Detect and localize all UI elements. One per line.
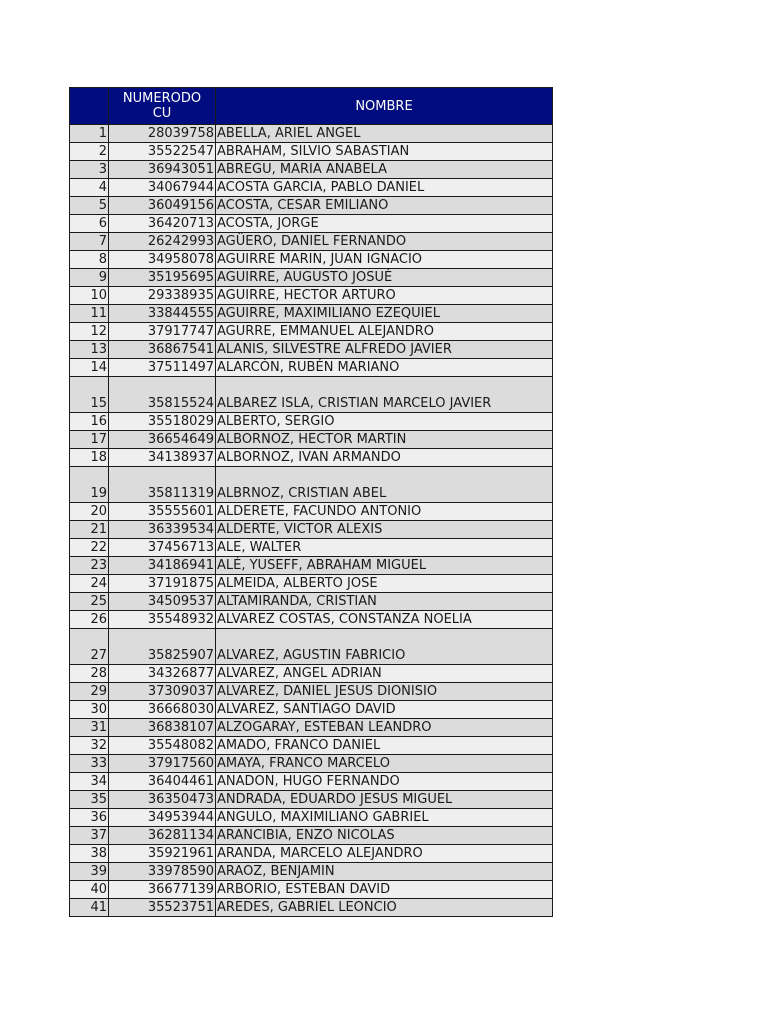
table-row: [70, 287, 553, 305]
name-cell: ACOSTA, CESAR EMILIANO: [216, 197, 553, 215]
name-cell: AGUIRRE MARIN, JUAN IGNACIO: [216, 251, 553, 269]
code-cell: 35523751: [109, 899, 216, 917]
name-cell: ANGULO, MAXIMILIANO GABRIEL: [216, 809, 553, 827]
name-cell: AGURRE, EMMANUEL ALEJANDRO: [216, 323, 553, 341]
row-number-cell: 26: [70, 611, 109, 629]
code-cell: 36281134: [109, 827, 216, 845]
row-number-cell: 5: [70, 197, 109, 215]
table-row: [70, 161, 553, 179]
row-number-cell: 29: [70, 683, 109, 701]
name-cell: ABELLA, ARIEL ANGEL: [216, 125, 553, 143]
code-cell: 34326877: [109, 665, 216, 683]
code-cell: 33978590: [109, 863, 216, 881]
name-cell: ALANIS, SILVESTRE ALFREDO JAVIER: [216, 341, 553, 359]
code-cell: 29338935: [109, 287, 216, 305]
name-cell: AGÜERO, DANIEL FERNANDO: [216, 233, 553, 251]
table-row: [70, 521, 553, 539]
row-number-cell: 6: [70, 215, 109, 233]
name-cell: ARANDA, MARCELO ALEJANDRO: [216, 845, 553, 863]
name-cell: ALMEIDA, ALBERTO JOSE: [216, 575, 553, 593]
row-number-cell: 32: [70, 737, 109, 755]
header-code-line2: CU: [152, 106, 172, 121]
code-cell: 37917747: [109, 323, 216, 341]
table-row: [70, 845, 553, 863]
table-row: [70, 737, 553, 755]
table-row: [70, 665, 553, 683]
table-row: [70, 125, 553, 143]
name-cell: ABRAHAM, SILVIO SABASTIAN: [216, 143, 553, 161]
row-number-cell: 15: [70, 377, 109, 413]
row-number-cell: 10: [70, 287, 109, 305]
name-cell: AGUIRRE, MAXIMILIANO EZEQUIEL: [216, 305, 553, 323]
table-row: [70, 809, 553, 827]
header-code-cell: [109, 88, 216, 125]
code-cell: 35548932: [109, 611, 216, 629]
table-row: [70, 791, 553, 809]
table-row: [70, 899, 553, 917]
code-cell: 34953944: [109, 809, 216, 827]
row-number-cell: 38: [70, 845, 109, 863]
name-cell: ALVAREZ, AGUSTIN FABRICIO: [216, 629, 553, 665]
code-cell: 36668030: [109, 701, 216, 719]
name-cell: ANADON, HUGO FERNANDO: [216, 773, 553, 791]
code-cell: 36350473: [109, 791, 216, 809]
row-number-cell: 27: [70, 629, 109, 665]
row-number-cell: 41: [70, 899, 109, 917]
row-number-cell: 11: [70, 305, 109, 323]
code-cell: 35921961: [109, 845, 216, 863]
code-cell: 36867541: [109, 341, 216, 359]
row-number-cell: 39: [70, 863, 109, 881]
name-cell: ANDRADA, EDUARDO JESUS MIGUEL: [216, 791, 553, 809]
table-row: [70, 827, 553, 845]
name-cell: ABREGU, MARIA ANABELA: [216, 161, 553, 179]
table-row: [70, 341, 553, 359]
row-number-cell: 18: [70, 449, 109, 467]
name-cell: ARBORIO, ESTEBAN DAVID: [216, 881, 553, 899]
table-row: [70, 215, 553, 233]
code-cell: 35522547: [109, 143, 216, 161]
row-number-cell: 1: [70, 125, 109, 143]
code-cell: 35518029: [109, 413, 216, 431]
name-cell: ALVAREZ, ANGEL ADRIAN: [216, 665, 553, 683]
code-cell: 34186941: [109, 557, 216, 575]
name-cell: ALVAREZ, DANIEL JESUS DIONISIO: [216, 683, 553, 701]
row-number-cell: 37: [70, 827, 109, 845]
code-cell: 26242993: [109, 233, 216, 251]
spreadsheet-page: [69, 87, 552, 917]
name-cell: ALÉ, YUSEFF, ABRAHAM MIGUEL: [216, 557, 553, 575]
code-cell: 36654649: [109, 431, 216, 449]
table-row: [70, 701, 553, 719]
table-row: [70, 449, 553, 467]
row-number-cell: 17: [70, 431, 109, 449]
row-number-cell: 19: [70, 467, 109, 503]
row-number-cell: 31: [70, 719, 109, 737]
table-row: [70, 413, 553, 431]
row-number-cell: 4: [70, 179, 109, 197]
row-number-cell: 7: [70, 233, 109, 251]
code-cell: 35555601: [109, 503, 216, 521]
table-row: [70, 233, 553, 251]
row-number-cell: 2: [70, 143, 109, 161]
row-number-cell: 34: [70, 773, 109, 791]
code-cell: 35815524: [109, 377, 216, 413]
code-cell: 36677139: [109, 881, 216, 899]
code-cell: 36943051: [109, 161, 216, 179]
code-cell: 36838107: [109, 719, 216, 737]
table-row: [70, 773, 553, 791]
table-row: [70, 719, 553, 737]
table-row: [70, 359, 553, 377]
row-number-cell: 25: [70, 593, 109, 611]
code-cell: 35548082: [109, 737, 216, 755]
code-cell: 35825907: [109, 629, 216, 665]
code-cell: 37917560: [109, 755, 216, 773]
row-number-cell: 21: [70, 521, 109, 539]
name-cell: ALTAMIRANDA, CRISTIAN: [216, 593, 553, 611]
code-cell: 37511497: [109, 359, 216, 377]
code-cell: 28039758: [109, 125, 216, 143]
name-cell: AMADO, FRANCO DANIEL: [216, 737, 553, 755]
table-row: [70, 323, 553, 341]
row-number-cell: 20: [70, 503, 109, 521]
name-cell: ALDERETE, FACUNDO ANTONIO: [216, 503, 553, 521]
code-cell: 36420713: [109, 215, 216, 233]
name-cell: ALE, WALTER: [216, 539, 553, 557]
name-cell: AGUIRRE, AUGUSTO JOSUÉ: [216, 269, 553, 287]
code-cell: 34958078: [109, 251, 216, 269]
code-cell: 37456713: [109, 539, 216, 557]
row-number-cell: 9: [70, 269, 109, 287]
table-row: [70, 539, 553, 557]
name-cell: ALBAREZ ISLA, CRISTIAN MARCELO JAVIER: [216, 377, 553, 413]
name-cell: AREDES, GABRIEL LEONCIO: [216, 899, 553, 917]
row-number-cell: 8: [70, 251, 109, 269]
name-cell: ALVAREZ COSTAS, CONSTANZA NOELIA: [216, 611, 553, 629]
header-row: [70, 88, 553, 125]
table-row: [70, 305, 553, 323]
header-code-line1: NUMERODO: [122, 91, 202, 106]
row-number-cell: 30: [70, 701, 109, 719]
table-row: [70, 863, 553, 881]
row-number-cell: 3: [70, 161, 109, 179]
name-cell: ALBORNOZ, HECTOR MARTIN: [216, 431, 553, 449]
code-cell: 35811319: [109, 467, 216, 503]
name-cell: ARAOZ, BENJAMIN: [216, 863, 553, 881]
table-row: [70, 251, 553, 269]
roster-table: [69, 87, 553, 917]
row-number-cell: 12: [70, 323, 109, 341]
code-cell: 36049156: [109, 197, 216, 215]
row-number-cell: 22: [70, 539, 109, 557]
roster-body: [70, 125, 553, 917]
name-cell: ACOSTA, JORGE: [216, 215, 553, 233]
name-cell: ALARCÓN, RUBÉN MARIANO: [216, 359, 553, 377]
code-cell: 34138937: [109, 449, 216, 467]
name-cell: ALDERTE, VICTOR ALEXIS: [216, 521, 553, 539]
row-number-cell: 33: [70, 755, 109, 773]
table-row: [70, 467, 553, 503]
row-number-cell: 35: [70, 791, 109, 809]
table-row: [70, 179, 553, 197]
name-cell: ALZOGARAY, ESTEBAN LEANDRO: [216, 719, 553, 737]
table-row: [70, 269, 553, 287]
header-name-cell: NOMBRE: [216, 88, 553, 125]
name-cell: ACOSTA GARCIA, PABLO DANIEL: [216, 179, 553, 197]
table-row: [70, 593, 553, 611]
name-cell: ALBRNOZ, CRISTIAN ABEL: [216, 467, 553, 503]
code-cell: 35195695: [109, 269, 216, 287]
table-row: [70, 629, 553, 665]
row-number-cell: 36: [70, 809, 109, 827]
row-number-cell: 24: [70, 575, 109, 593]
row-number-cell: 14: [70, 359, 109, 377]
row-number-cell: 28: [70, 665, 109, 683]
name-cell: ALVAREZ, SANTIAGO DAVID: [216, 701, 553, 719]
table-row: [70, 503, 553, 521]
name-cell: ARANCIBIA, ENZO NICOLAS: [216, 827, 553, 845]
name-cell: AMAYA, FRANCO MARCELO: [216, 755, 553, 773]
code-cell: 34509537: [109, 593, 216, 611]
table-row: [70, 431, 553, 449]
table-row: [70, 575, 553, 593]
table-row: [70, 755, 553, 773]
row-number-cell: 40: [70, 881, 109, 899]
row-number-cell: 13: [70, 341, 109, 359]
table-row: [70, 881, 553, 899]
name-cell: AGUIRRE, HECTOR ARTURO: [216, 287, 553, 305]
table-row: [70, 557, 553, 575]
row-number-cell: 23: [70, 557, 109, 575]
table-row: [70, 197, 553, 215]
code-cell: 34067944: [109, 179, 216, 197]
code-cell: 36339534: [109, 521, 216, 539]
table-row: [70, 143, 553, 161]
table-row: [70, 611, 553, 629]
code-cell: 37191875: [109, 575, 216, 593]
header-number-cell: [70, 88, 109, 125]
code-cell: 33844555: [109, 305, 216, 323]
name-cell: ALBORNOZ, IVAN ARMANDO: [216, 449, 553, 467]
table-row: [70, 377, 553, 413]
name-cell: ALBERTO, SERGIO: [216, 413, 553, 431]
row-number-cell: 16: [70, 413, 109, 431]
code-cell: 36404461: [109, 773, 216, 791]
code-cell: 37309037: [109, 683, 216, 701]
table-row: [70, 683, 553, 701]
